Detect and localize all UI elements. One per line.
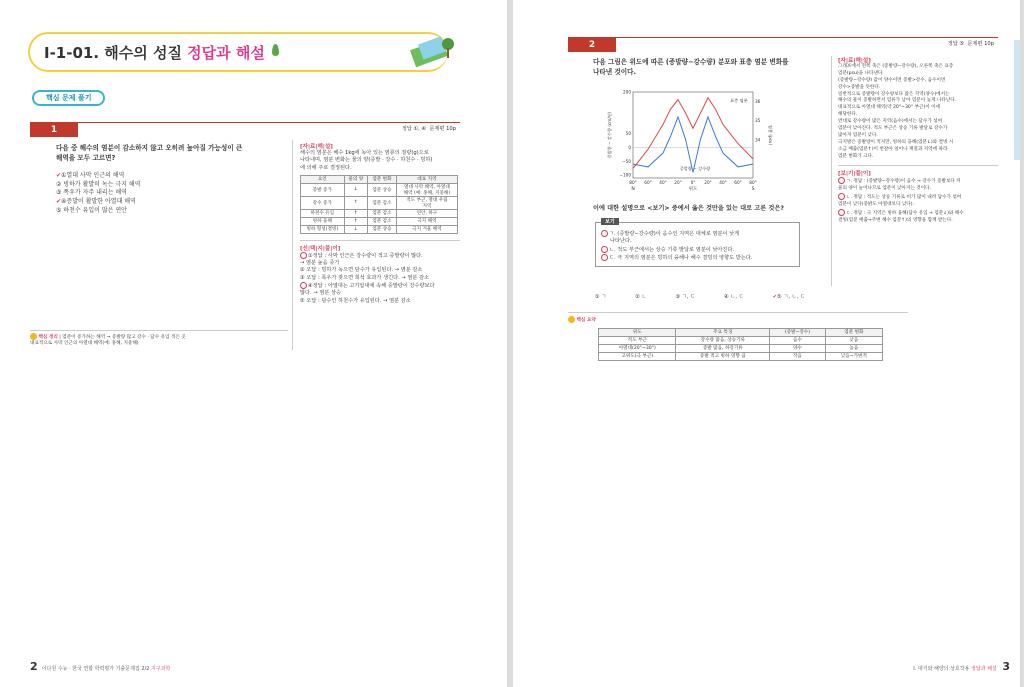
explain-block: [838, 56, 998, 225]
question-bar: [30, 122, 460, 136]
salinity-table: 요인 물의 양 염분 변화 대표 지역 증발 증가 ↓ 염분 상승 열대 사막 해역, 아열대 해역 (예: 홍해, 지중해) 강수 증가 ↑ 염분 감소 적도 부근, 열대 우림 지역 하천수 유입 ↑ 염분 감소 연안, 하구 빙하 융해 ↑ 염분 감소 극지 해역 빙하 형성(결빙) ↓ 염분 상승 극지 겨울 해역: [300, 175, 458, 234]
question-text: 다음 중 해수의 염분이 감소하지 않고 오히려 높아질 가능성이 큰 해역을 모두 고르면?: [56, 144, 243, 162]
explain-block: [300, 142, 460, 305]
summary-table: 위도 주요 특징 (증발−강수) 염분 변화 적도 부근 강수량 많음, 상승기류 음수 낮음 아열대(20°~30°) 증발 많음, 하강기류 양수 높음 고위도(극 부근) 증발 적고 빙하 영향 큼 작음 낮음~가변적: [598, 328, 883, 361]
question-bar: [568, 37, 998, 51]
x-tick-label: 80°: [749, 180, 757, 185]
select-title: [선|택|지|풀|이]: [300, 245, 341, 252]
core-summary: 핵심 요약 위도 주요 특징 (증발−강수) 염분 변화 적도 부근 강수량 많음, 상승기류 음수 낮음 아열대(20°~30°) 증발 많음, 하강기류 양수 높음 고위도(극 부근) 증발 적고 빙하 영향 큼 작음 낮음~가변적: [568, 312, 908, 361]
question-number: 2: [568, 38, 616, 52]
page-number: 2: [30, 660, 38, 673]
section-label: 핵심 문제 풀기: [32, 90, 105, 106]
choice-list: [56, 172, 286, 215]
y-left-tick-label: −50: [622, 158, 631, 164]
x-tick-label: 80°: [629, 180, 637, 185]
footer: Ⅰ. 대기와 해양의 상호작용 정답과 해설 3: [913, 660, 1010, 673]
choice-item[interactable]: ✔①열대 사막 인근의 해역: [56, 172, 125, 179]
smile-icon: [30, 333, 37, 340]
page-number: 3: [1002, 660, 1010, 673]
x-end-label: S: [751, 187, 755, 192]
y-left-tick-label: −100: [619, 172, 631, 178]
table-row: 증발 증가 ↓ 염분 상승 열대 사막 해역, 아열대 해역 (예: 홍해, 지중해): [301, 183, 458, 196]
choice-list: [595, 294, 805, 301]
y-right-axis-label: 염분 (psu): [768, 124, 773, 146]
y-right-tick-label: 34: [755, 137, 761, 143]
choice-item[interactable]: ⑤ 하천수 유입이 많은 연안: [56, 206, 127, 214]
y-left-tick-label: 50: [625, 131, 631, 137]
explain-text: 해수의 염분은 해수 1kg에 녹아 있는 염류의 질량(g)으로 나타내며, 염분 변화는 물의 양(증발 · 강수 · 하천수 · 빙하) 에 의해 주로 결정된다.: [300, 150, 433, 171]
column-divider: [831, 56, 832, 286]
x-end-label: N: [631, 187, 635, 192]
bogi-label: 보기: [601, 218, 619, 225]
y-right-tick-label: 36: [755, 99, 761, 105]
table-row: 강수 증가 ↑ 염분 감소 적도 부근, 열대 우림 지역: [301, 196, 458, 209]
explain-title: [자|료|해|설]: [838, 58, 871, 64]
leaf-icon: [272, 44, 279, 56]
table-row: 아열대(20°~30°) 증발 많음, 하강기류 양수 높음: [599, 344, 883, 352]
table-row: 적도 부근 강수량 많음, 상승기류 음수 낮음: [599, 336, 883, 344]
bogi-explain: ㄱ. 정답 : (증발량−강수량)이 음수 → 강수가 증발보다 커 물의 양이 늘어나므로 염분이 낮아지는 것이다. ㄴ. 정답 : 적도는 상승 기류로 비가 많이 내려 담수가 섞여 염분이 낮다(증밝도 아열대보다 낮다). ㄷ. 정답 : 극 지역은 빙하 융해(담수 유입 → 염분↓)와 해수 결빙(염분 배출→주변 해수 염분↑)의 영향을 함께 받는다.: [838, 179, 964, 223]
table-row: 하천수 유입 ↑ 염분 감소 연안, 하구: [301, 209, 458, 217]
x-tick-label: 0°: [690, 180, 696, 185]
x-tick-label: 40°: [659, 180, 667, 185]
explain-text: 그래프에서 왼쪽 축은 (증발량−강수량), 오른쪽 축은 표층 염분(psu)을 나타낸다. (증발량−강수량) 값이 양수이면 증발>강수, 음수이면 강수>증발을 뜻한다. 일반적으로 증발량이 강수량보다 많은 지역(양수)에서는 해수의 물이 증발하면서 염류가 남아 염분이 높게 나타난다. 대표적으로 아열대 해역(약 20°~30° 부근)이 이에 해당한다. 반대로 강수량이 많은 지역(음수)에서는 담수가 섞여 염분이 낮아진다. 적도 부근은 상승 기류 발달로 강수가 많아져 염분이 낮다. 극지방은 증발량이 적지만, 빙하의 융해(염분↓)와 결빙 시 소금 배출(염분↑)이 번갈아 일어나 계절과 지역에 따라 염분 변화가 크다.: [838, 64, 957, 159]
y-left-axis-label: 증발량 − 강수량 (cm/년): [607, 111, 612, 159]
y-right-tick-label: 35: [755, 118, 761, 124]
choice-item[interactable]: ④ ㄴ, ㄷ: [724, 294, 744, 300]
map-illustration: [410, 34, 456, 68]
choice-item[interactable]: ✔④증발이 활발한 아열대 해역: [56, 198, 136, 206]
table-row: 고위도(극 부근) 증발 적고 빙하 영향 큼 작음 낮음~가변적: [599, 352, 883, 360]
salinity-chart: [603, 86, 778, 198]
question-sub: 이에 대한 설명으로 <보기> 중에서 옳은 것만을 있는 대로 고른 것은?: [593, 205, 784, 212]
legend-label: 표층 염분: [730, 98, 748, 103]
table-row: 빙하 융해 ↑ 염분 감소 극지 해역: [301, 217, 458, 225]
bogi-explain-title: [보|기|풀|이]: [838, 171, 871, 178]
choice-item[interactable]: ✔⑤ ㄱ, ㄴ, ㄷ: [772, 294, 805, 300]
x-tick-label: 60°: [644, 180, 652, 185]
choice-item[interactable]: ② ㄴ: [635, 294, 647, 300]
bogi-box: 보기 ㄱ. (증발량−강수량)이 음수인 지역은 대체로 염분이 낮게 나타난다. ㄴ. 적도 부근에서는 상승 기류 발달로 염분이 낮아진다. ㄷ. 극 지역의 염분은 빙하의 융해나 해수 결빙의 영향도 받는다.: [595, 222, 800, 267]
question-number: 1: [30, 123, 78, 137]
x-tick-label: 40°: [719, 180, 727, 185]
core-summary: 핵심 정리 | 염분이 증가하는 해역 → 증발량 많고 강수 · 담수 유입 적은 곳 대표적으로 사막 인근의 아열대 해역(예: 홍해, 지중해): [30, 330, 288, 347]
page-title: Ⅰ-1-01. 해수의 성질 정답과 해설: [44, 44, 265, 62]
x-tick-label: 20°: [674, 180, 682, 185]
left-page: [0, 0, 507, 687]
y-left-tick-label: 0: [628, 144, 631, 150]
choice-item[interactable]: ② 빙하가 활발히 녹는 극지 해역: [56, 180, 141, 188]
x-axis-label: 위도: [688, 187, 698, 192]
question-text: 다음 그림은 위도에 따른 (증발량−강수량) 분포와 표층 염분 변화를 나타낸 것이다.: [593, 58, 789, 76]
footer: 2 이다원 수능 · 한국 연합 학력평가 기출문제집 2/2 지구과학: [30, 660, 171, 673]
choice-item[interactable]: ③ ㄱ, ㄷ: [675, 294, 696, 300]
choice-item[interactable]: ③ 폭우가 자주 내리는 해역: [56, 189, 127, 197]
smile-icon: [568, 316, 575, 323]
select-list: ①정답 : 사막 인근은 강수량이 적고 증발량이 많다. → 염분 높음 증가 ② 오답 : 빙하가 녹으면 담수가 유입된다. → 염분 감소 ③ 오답 : 폭우가 잦으면 희석 효과가 생긴다. → 염분 감소 ④정답 : 아열대는 고기압대에 속해 증발량이 강수량보다 많다. → 염분 상승 ⑤ 오답 : 담수인 하천수가 유입된다. → 염분 감소: [300, 252, 435, 304]
y-left-tick-label: 200: [623, 89, 631, 95]
explain-title: [자|료|해|설]: [300, 144, 333, 150]
page-edge-tab: [1014, 40, 1020, 160]
question-answer: 정답 ①, ④ 문제편 10p: [401, 126, 456, 132]
column-divider: [292, 140, 293, 350]
x-tick-label: 20°: [704, 180, 712, 185]
x-tick-label: 60°: [734, 180, 742, 185]
table-row: 빙하 형성(결빙) ↓ 염분 상승 극지 겨울 해역: [301, 225, 458, 233]
choice-item[interactable]: ① ㄱ: [595, 294, 607, 300]
right-page: [513, 0, 1020, 687]
annotation-label: 증발량 − 강수량: [679, 166, 711, 171]
question-answer: 정답 ⑤ 문제편 10p: [947, 41, 994, 47]
